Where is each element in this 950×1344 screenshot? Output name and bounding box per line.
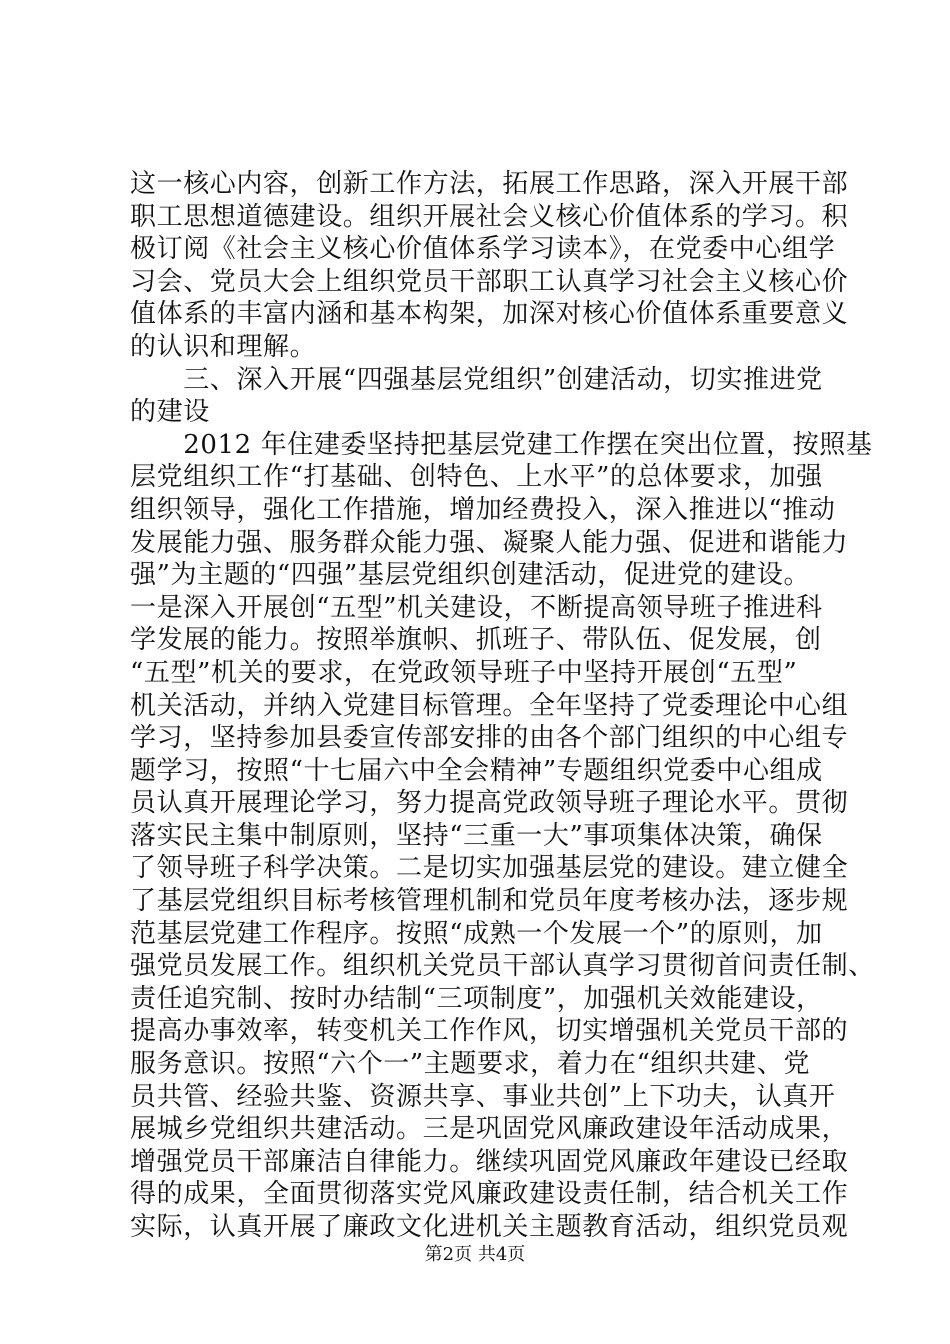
text-line: 值体系的丰富内涵和基本构架，加深对核心价值体系重要意义: [130, 299, 849, 330]
text-line: 习会、党员大会上组织党员干部职工认真学习社会主义核心价: [130, 266, 849, 297]
text-line: 服务意识。按照“六个一”主题要求，着力在“组织共建、党: [130, 1049, 811, 1080]
page-number-label: 第2页 共4页: [424, 1244, 526, 1265]
text-line: 2012 年住建委坚持把基层党建工作摆在突出位置，按照基: [130, 429, 873, 460]
text-line: 机关活动，并纳入党建目标管理。全年坚持了党委理论中心组: [130, 690, 849, 721]
section-heading-line: 三、深入开展“四强基层党组织”创建活动，切实推进党: [130, 364, 823, 395]
text-line: 责任追究制、按时办结制“三项制度”，加强机关效能建设，: [130, 983, 823, 1014]
section-heading-line: 的建设: [130, 397, 210, 428]
text-line: 组织领导，强化工作措施，增加经费投入，深入推进以“推动: [130, 494, 836, 525]
document-body: [130, 168, 875, 1244]
text-line: 题学习，按照“十七届六中全会精神”专题组织党委中心组成: [130, 755, 823, 786]
text-line: 极订阅《社会主义核心价值体系学习读本》，在党委中心组学: [130, 234, 836, 265]
text-line: “五型”机关的要求，在党政领导班子中坚持开展创“五型”: [130, 657, 798, 688]
text-line: 实际，认真开展了廉政文化进机关主题教育活动，组织党员观: [130, 1212, 849, 1242]
text-line: 了基层党组织目标考核管理机制和党员年度考核办法，逐步规: [130, 886, 849, 917]
text-line: 的认识和理解。: [130, 331, 317, 362]
text-line: 一是深入开展创“五型”机关建设，不断提高领导班子推进科: [130, 592, 823, 623]
text-line: 发展能力强、服务群众能力强、凝聚人能力强、促进和谐能力: [130, 527, 849, 558]
page-footer: [0, 1244, 950, 1266]
text-line: 员认真开展理论学习，努力提高党政领导班子理论水平。贯彻: [130, 788, 849, 819]
text-line: 提高办事效率，转变机关工作作风，切实增强机关党员干部的: [130, 1016, 849, 1047]
text-line: 学发展的能力。按照举旗帜、抓班子、带队伍、促发展，创: [130, 625, 822, 656]
text-line: 落实民主集中制原则，坚持“三重一大”事项集体决策，确保: [130, 820, 823, 851]
text-line: 展城乡党组织共建活动。三是巩固党风廉政建设年活动成果，: [130, 1114, 849, 1145]
text-line: 强”为主题的“四强”基层党组织创建活动，促进党的建设。: [130, 560, 811, 591]
text-line: 得的成果，全面贯彻落实党风廉政建设责任制，结合机关工作: [130, 1179, 849, 1210]
text-line: 强党员发展工作。组织机关党员干部认真学习贯彻首问责任制、: [130, 951, 875, 982]
text-line: 增强党员干部廉洁自律能力。继续巩固党风廉政年建设已经取: [130, 1146, 849, 1177]
text-line: 职工思想道德建设。组织开展社会义核心价值体系的学习。积: [130, 201, 849, 232]
text-line: 范基层党建工作程序。按照“成熟一个发展一个”的原则，加: [130, 918, 823, 949]
text-line: 这一核心内容，创新工作方法，拓展工作思路，深入开展干部: [130, 169, 849, 199]
text-line: 学习，坚持参加县委宣传部安排的由各个部门组织的中心组专: [130, 723, 849, 754]
text-line: 员共管、经验共鉴、资源共享、事业共创”上下功夫，认真开: [130, 1081, 836, 1112]
text-line: 了领导班子科学决策。二是切实加强基层党的建设。建立健全: [130, 853, 849, 884]
text-line: 层党组织工作“打基础、创特色、上水平”的总体要求，加强: [130, 462, 823, 493]
